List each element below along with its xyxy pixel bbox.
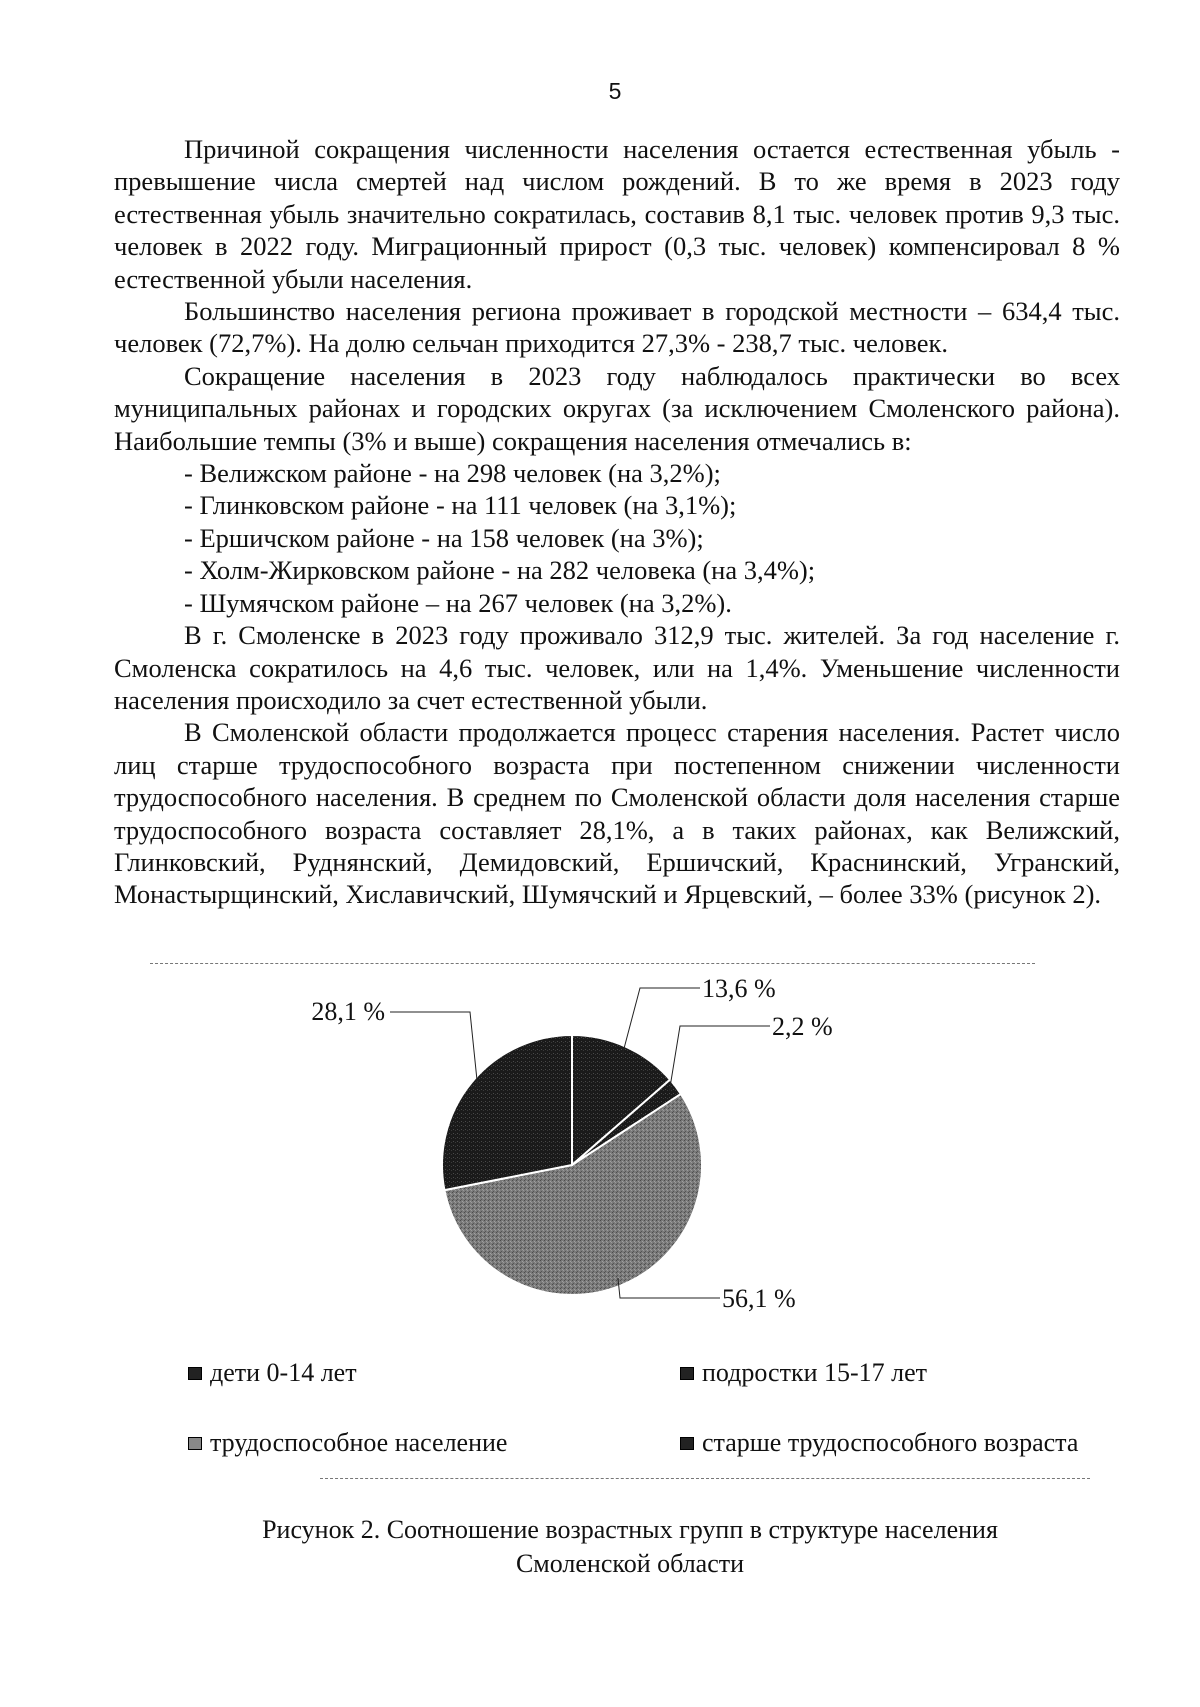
figure-caption (200, 1513, 1060, 1581)
legend-item (680, 1358, 927, 1388)
leader-line (623, 988, 700, 1054)
legend-item (188, 1428, 507, 1458)
legend-label: трудоспособное население (210, 1428, 508, 1457)
list-item: - Шумячском районе – на 267 человек (на 3,2%). (184, 587, 732, 618)
legend-swatch (680, 1367, 694, 1380)
pie-slice (442, 1035, 572, 1190)
legend-swatch (680, 1437, 694, 1450)
slice-data-label: 13,6 % (702, 974, 776, 1003)
slice-data-label: 56,1 % (722, 1284, 796, 1313)
legend-label: старше трудоспособного возраста (702, 1428, 1079, 1457)
body-text (114, 133, 1120, 911)
paragraph: Большинство населения региона проживает в городской местности – 634,4 тыс. человек (72,7%). На долю сельчан приходится 27,3% - 238,7 тыс. человек. (114, 296, 1120, 359)
pie-chart-svg (0, 960, 1200, 1440)
caption-line: Смоленской области (515, 1549, 745, 1578)
slice-data-label: 2,2 % (772, 1012, 833, 1041)
pie-chart (0, 960, 1200, 1440)
page-number: 5 (608, 78, 622, 104)
leader-line (669, 1026, 770, 1091)
paragraph: В г. Смоленске в 2023 году проживало 312,9 тыс. жителей. За год население г. Смоленска сократилось на 4,6 тыс. человек, или на 1,4%. Уменьшение численности населения происходило за счет естественной убыли. (114, 620, 1120, 715)
paragraph: Причиной сокращения численности населения остается естественная убыль - превышение числа смертей над числом рождений. В то же время в 2023 году естественная убыль значительно сократилась, составив 8,1 тыс. человек против 9,3 тыс. человек в 2022 году. Миграционный прирост (0,3 тыс. человек) компенсировал 8 % естественной убыли населения. (114, 134, 1120, 294)
list-item: - Велижском районе - на 298 человек (на 3,2%); (184, 458, 721, 489)
legend-label: подростки 15-17 лет (702, 1358, 928, 1387)
list-item: - Холм-Жирковском районе - на 282 человека (на 3,4%); (184, 555, 816, 586)
legend-swatch (188, 1437, 202, 1450)
caption-line: Рисунок 2. Соотношение возрастных групп в структуре населения (262, 1515, 998, 1544)
legend-item (680, 1428, 1078, 1458)
paragraph: Сокращение населения в 2023 году наблюдалось практически во всех муниципальных районах и городских округах (за исключением Смоленского района). Наибольшие темпы (3% и выше) сокращения населения отмечались в: (114, 360, 1120, 456)
slice-data-label: 28,1 % (311, 997, 385, 1026)
list-item: - Ершичском районе - на 158 человек (на 3%); (184, 522, 704, 553)
legend-swatch (188, 1367, 202, 1380)
list-item: - Глинковском районе - на 111 человек (на 3,1%); (184, 490, 737, 521)
chart-frame-bottom (320, 1478, 1090, 1479)
leader-line (618, 1278, 720, 1298)
leader-line (390, 1012, 478, 1088)
legend-item (188, 1358, 357, 1388)
legend-label: дети 0-14 лет (210, 1358, 357, 1387)
paragraph: В Смоленской области продолжается процесс старения населения. Растет число лиц старше трудоспособного возраста при постепенном снижении численности трудоспособного населения. В среднем по Смоленской области доля населения старше трудоспособного возраста составляет 28,1%, а в таких районах, как Велижский, Глинковский, Руднянский, Демидовский, Ершичский, Краснинский, Угранский, Монастырщинский, Хиславичский, Шумячский и Ярцевский, – более 33% (рисунок 2). (114, 717, 1120, 910)
